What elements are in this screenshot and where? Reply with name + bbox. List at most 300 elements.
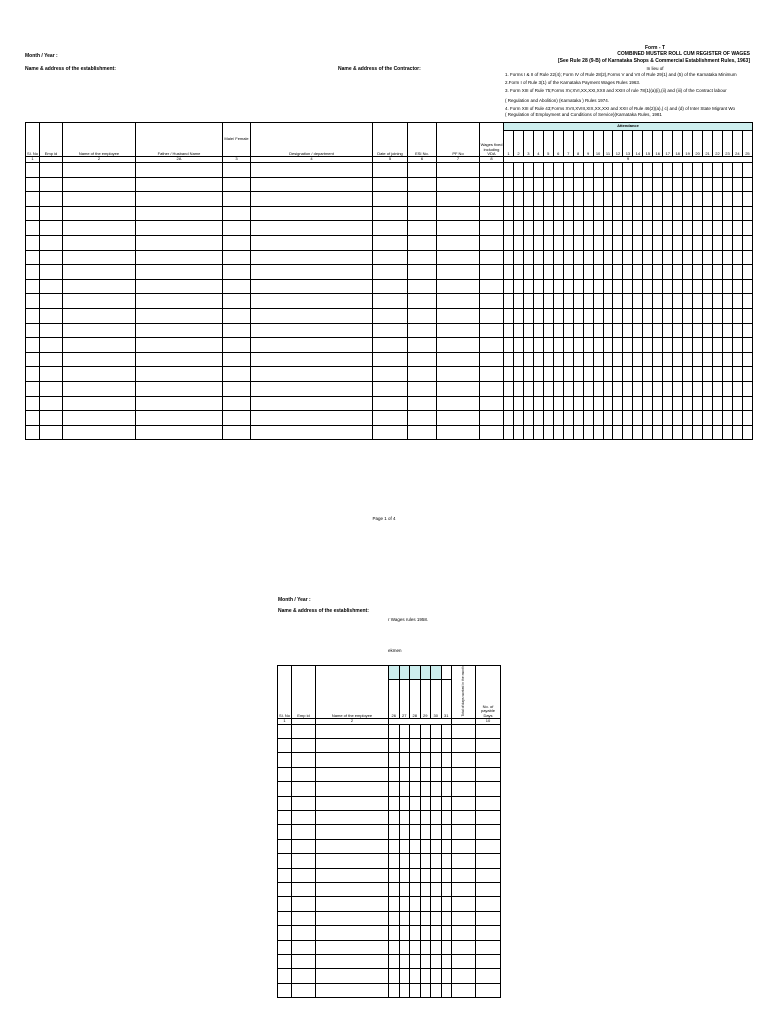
- table-cell[interactable]: [476, 954, 501, 968]
- table-cell[interactable]: [713, 294, 723, 309]
- table-cell[interactable]: [452, 926, 476, 940]
- table-cell[interactable]: [420, 839, 431, 853]
- table-cell[interactable]: [63, 250, 136, 265]
- table-cell[interactable]: [278, 926, 292, 940]
- table-cell[interactable]: [693, 265, 703, 280]
- table-cell[interactable]: [316, 839, 389, 853]
- table-cell[interactable]: [476, 868, 501, 882]
- table-cell[interactable]: [476, 724, 501, 738]
- table-cell[interactable]: [573, 265, 583, 280]
- table-cell[interactable]: [452, 983, 476, 997]
- table-cell[interactable]: [389, 883, 400, 897]
- table-cell[interactable]: [703, 163, 713, 178]
- table-cell[interactable]: [441, 753, 452, 767]
- table-cell[interactable]: [251, 221, 373, 236]
- table-cell[interactable]: [573, 338, 583, 353]
- table-cell[interactable]: [431, 811, 442, 825]
- table-cell[interactable]: [373, 308, 408, 323]
- table-cell[interactable]: [373, 265, 408, 280]
- table-cell[interactable]: [732, 425, 742, 440]
- table-cell[interactable]: [583, 192, 593, 207]
- table-cell[interactable]: [543, 411, 553, 426]
- table-cell[interactable]: [26, 294, 40, 309]
- table-cell[interactable]: [373, 235, 408, 250]
- table-cell[interactable]: [420, 926, 431, 940]
- table-cell[interactable]: [40, 367, 63, 382]
- table-cell[interactable]: [223, 279, 251, 294]
- table-cell[interactable]: [437, 221, 480, 236]
- table-cell[interactable]: [513, 367, 523, 382]
- table-cell[interactable]: [441, 825, 452, 839]
- table-cell[interactable]: [643, 163, 653, 178]
- table-cell[interactable]: [613, 279, 623, 294]
- table-cell[interactable]: [63, 206, 136, 221]
- table-cell[interactable]: [583, 308, 593, 323]
- table-cell[interactable]: [504, 396, 514, 411]
- table-cell[interactable]: [653, 279, 663, 294]
- table-cell[interactable]: [476, 739, 501, 753]
- table-cell[interactable]: [292, 724, 316, 738]
- table-cell[interactable]: [278, 940, 292, 954]
- table-cell[interactable]: [431, 883, 442, 897]
- table-cell[interactable]: [732, 192, 742, 207]
- table-cell[interactable]: [410, 796, 421, 810]
- table-cell[interactable]: [292, 926, 316, 940]
- table-cell[interactable]: [722, 221, 732, 236]
- table-cell[interactable]: [431, 969, 442, 983]
- table-cell[interactable]: [292, 911, 316, 925]
- table-cell[interactable]: [673, 294, 683, 309]
- table-cell[interactable]: [373, 411, 408, 426]
- table-cell[interactable]: [504, 425, 514, 440]
- table-cell[interactable]: [663, 396, 673, 411]
- table-cell[interactable]: [278, 969, 292, 983]
- table-cell[interactable]: [603, 425, 613, 440]
- table-cell[interactable]: [623, 425, 633, 440]
- table-cell[interactable]: [40, 192, 63, 207]
- table-cell[interactable]: [399, 911, 410, 925]
- table-cell[interactable]: [408, 279, 437, 294]
- table-cell[interactable]: [703, 250, 713, 265]
- table-cell[interactable]: [437, 338, 480, 353]
- table-cell[interactable]: [316, 897, 389, 911]
- table-cell[interactable]: [663, 323, 673, 338]
- table-cell[interactable]: [373, 367, 408, 382]
- table-cell[interactable]: [389, 767, 400, 781]
- table-cell[interactable]: [441, 839, 452, 853]
- table-cell[interactable]: [703, 338, 713, 353]
- table-cell[interactable]: [441, 767, 452, 781]
- table-cell[interactable]: [613, 163, 623, 178]
- table-cell[interactable]: [583, 206, 593, 221]
- table-cell[interactable]: [553, 177, 563, 192]
- table-cell[interactable]: [593, 192, 603, 207]
- table-cell[interactable]: [623, 265, 633, 280]
- table-cell[interactable]: [653, 250, 663, 265]
- table-cell[interactable]: [316, 767, 389, 781]
- table-cell[interactable]: [136, 250, 223, 265]
- table-cell[interactable]: [732, 163, 742, 178]
- table-cell[interactable]: [713, 308, 723, 323]
- table-cell[interactable]: [504, 308, 514, 323]
- table-cell[interactable]: [683, 163, 693, 178]
- table-cell[interactable]: [480, 308, 504, 323]
- table-cell[interactable]: [431, 897, 442, 911]
- table-cell[interactable]: [452, 739, 476, 753]
- table-cell[interactable]: [40, 352, 63, 367]
- table-cell[interactable]: [543, 425, 553, 440]
- table-cell[interactable]: [623, 396, 633, 411]
- table-cell[interactable]: [543, 235, 553, 250]
- table-cell[interactable]: [278, 983, 292, 997]
- table-cell[interactable]: [553, 396, 563, 411]
- table-cell[interactable]: [643, 192, 653, 207]
- table-cell[interactable]: [663, 352, 673, 367]
- table-cell[interactable]: [573, 192, 583, 207]
- table-cell[interactable]: [292, 782, 316, 796]
- table-cell[interactable]: [441, 940, 452, 954]
- table-cell[interactable]: [373, 381, 408, 396]
- table-cell[interactable]: [408, 367, 437, 382]
- table-cell[interactable]: [40, 163, 63, 178]
- table-cell[interactable]: [389, 954, 400, 968]
- table-cell[interactable]: [703, 381, 713, 396]
- table-cell[interactable]: [643, 235, 653, 250]
- table-cell[interactable]: [410, 825, 421, 839]
- table-cell[interactable]: [251, 411, 373, 426]
- table-cell[interactable]: [476, 969, 501, 983]
- table-cell[interactable]: [553, 192, 563, 207]
- table-cell[interactable]: [693, 250, 703, 265]
- table-cell[interactable]: [26, 192, 40, 207]
- table-cell[interactable]: [633, 221, 643, 236]
- table-cell[interactable]: [452, 724, 476, 738]
- table-cell[interactable]: [223, 221, 251, 236]
- table-cell[interactable]: [633, 396, 643, 411]
- table-cell[interactable]: [573, 221, 583, 236]
- table-cell[interactable]: [278, 782, 292, 796]
- table-cell[interactable]: [583, 367, 593, 382]
- table-cell[interactable]: [40, 396, 63, 411]
- table-cell[interactable]: [543, 206, 553, 221]
- table-cell[interactable]: [693, 381, 703, 396]
- table-cell[interactable]: [136, 323, 223, 338]
- table-cell[interactable]: [26, 177, 40, 192]
- table-cell[interactable]: [408, 294, 437, 309]
- table-cell[interactable]: [742, 367, 752, 382]
- table-cell[interactable]: [26, 279, 40, 294]
- table-cell[interactable]: [563, 265, 573, 280]
- table-cell[interactable]: [533, 265, 543, 280]
- table-cell[interactable]: [623, 177, 633, 192]
- table-cell[interactable]: [693, 367, 703, 382]
- table-cell[interactable]: [663, 425, 673, 440]
- table-cell[interactable]: [389, 940, 400, 954]
- table-cell[interactable]: [452, 839, 476, 853]
- table-cell[interactable]: [504, 279, 514, 294]
- table-cell[interactable]: [533, 163, 543, 178]
- table-cell[interactable]: [389, 839, 400, 853]
- table-cell[interactable]: [523, 221, 533, 236]
- table-cell[interactable]: [420, 825, 431, 839]
- table-cell[interactable]: [583, 177, 593, 192]
- table-cell[interactable]: [136, 294, 223, 309]
- table-cell[interactable]: [633, 338, 643, 353]
- table-cell[interactable]: [292, 868, 316, 882]
- table-cell[interactable]: [643, 396, 653, 411]
- table-cell[interactable]: [613, 338, 623, 353]
- table-cell[interactable]: [573, 250, 583, 265]
- table-cell[interactable]: [223, 192, 251, 207]
- table-cell[interactable]: [742, 323, 752, 338]
- table-cell[interactable]: [533, 250, 543, 265]
- table-cell[interactable]: [673, 425, 683, 440]
- table-cell[interactable]: [223, 411, 251, 426]
- table-cell[interactable]: [703, 265, 713, 280]
- table-cell[interactable]: [40, 323, 63, 338]
- table-cell[interactable]: [408, 338, 437, 353]
- table-cell[interactable]: [389, 969, 400, 983]
- table-cell[interactable]: [663, 206, 673, 221]
- table-cell[interactable]: [623, 163, 633, 178]
- table-cell[interactable]: [633, 425, 643, 440]
- table-cell[interactable]: [613, 206, 623, 221]
- table-cell[interactable]: [408, 411, 437, 426]
- table-cell[interactable]: [251, 323, 373, 338]
- table-cell[interactable]: [441, 739, 452, 753]
- table-cell[interactable]: [742, 235, 752, 250]
- table-cell[interactable]: [373, 338, 408, 353]
- table-cell[interactable]: [437, 235, 480, 250]
- table-cell[interactable]: [316, 954, 389, 968]
- table-cell[interactable]: [40, 381, 63, 396]
- table-cell[interactable]: [410, 811, 421, 825]
- table-cell[interactable]: [452, 954, 476, 968]
- table-cell[interactable]: [663, 381, 673, 396]
- table-cell[interactable]: [643, 250, 653, 265]
- table-cell[interactable]: [476, 782, 501, 796]
- table-cell[interactable]: [713, 396, 723, 411]
- table-cell[interactable]: [63, 177, 136, 192]
- table-cell[interactable]: [292, 825, 316, 839]
- table-cell[interactable]: [480, 381, 504, 396]
- table-cell[interactable]: [251, 367, 373, 382]
- table-cell[interactable]: [742, 381, 752, 396]
- table-cell[interactable]: [441, 868, 452, 882]
- table-cell[interactable]: [613, 265, 623, 280]
- table-cell[interactable]: [623, 323, 633, 338]
- table-cell[interactable]: [553, 163, 563, 178]
- table-cell[interactable]: [452, 897, 476, 911]
- table-cell[interactable]: [316, 854, 389, 868]
- table-cell[interactable]: [410, 782, 421, 796]
- table-cell[interactable]: [613, 323, 623, 338]
- table-cell[interactable]: [40, 279, 63, 294]
- table-cell[interactable]: [136, 367, 223, 382]
- table-cell[interactable]: [623, 235, 633, 250]
- table-cell[interactable]: [563, 411, 573, 426]
- table-cell[interactable]: [523, 294, 533, 309]
- table-cell[interactable]: [553, 308, 563, 323]
- table-cell[interactable]: [603, 411, 613, 426]
- table-cell[interactable]: [40, 206, 63, 221]
- table-cell[interactable]: [523, 177, 533, 192]
- table-cell[interactable]: [673, 323, 683, 338]
- table-cell[interactable]: [603, 250, 613, 265]
- table-cell[interactable]: [553, 411, 563, 426]
- table-cell[interactable]: [316, 739, 389, 753]
- table-cell[interactable]: [513, 279, 523, 294]
- table-cell[interactable]: [553, 425, 563, 440]
- table-cell[interactable]: [504, 323, 514, 338]
- table-cell[interactable]: [523, 396, 533, 411]
- table-cell[interactable]: [623, 411, 633, 426]
- table-cell[interactable]: [573, 279, 583, 294]
- table-cell[interactable]: [63, 338, 136, 353]
- table-cell[interactable]: [563, 221, 573, 236]
- table-cell[interactable]: [732, 206, 742, 221]
- table-cell[interactable]: [663, 265, 673, 280]
- table-cell[interactable]: [420, 983, 431, 997]
- table-cell[interactable]: [136, 352, 223, 367]
- table-cell[interactable]: [693, 425, 703, 440]
- table-cell[interactable]: [742, 163, 752, 178]
- table-cell[interactable]: [663, 367, 673, 382]
- table-cell[interactable]: [603, 381, 613, 396]
- table-cell[interactable]: [251, 338, 373, 353]
- table-cell[interactable]: [63, 352, 136, 367]
- table-cell[interactable]: [553, 221, 563, 236]
- table-cell[interactable]: [513, 192, 523, 207]
- table-cell[interactable]: [480, 250, 504, 265]
- table-cell[interactable]: [603, 192, 613, 207]
- table-cell[interactable]: [431, 839, 442, 853]
- table-cell[interactable]: [653, 235, 663, 250]
- table-cell[interactable]: [399, 753, 410, 767]
- table-cell[interactable]: [373, 177, 408, 192]
- table-cell[interactable]: [742, 265, 752, 280]
- table-cell[interactable]: [437, 381, 480, 396]
- table-cell[interactable]: [683, 352, 693, 367]
- table-cell[interactable]: [703, 425, 713, 440]
- table-cell[interactable]: [663, 177, 673, 192]
- table-cell[interactable]: [643, 265, 653, 280]
- table-cell[interactable]: [420, 940, 431, 954]
- table-cell[interactable]: [410, 926, 421, 940]
- table-cell[interactable]: [316, 796, 389, 810]
- table-cell[interactable]: [441, 724, 452, 738]
- table-cell[interactable]: [742, 177, 752, 192]
- table-cell[interactable]: [633, 265, 643, 280]
- table-cell[interactable]: [543, 265, 553, 280]
- table-cell[interactable]: [437, 425, 480, 440]
- table-cell[interactable]: [399, 782, 410, 796]
- table-cell[interactable]: [693, 294, 703, 309]
- table-cell[interactable]: [26, 250, 40, 265]
- table-cell[interactable]: [563, 279, 573, 294]
- table-cell[interactable]: [713, 425, 723, 440]
- table-cell[interactable]: [437, 279, 480, 294]
- table-cell[interactable]: [633, 381, 643, 396]
- table-cell[interactable]: [623, 250, 633, 265]
- table-cell[interactable]: [563, 294, 573, 309]
- table-cell[interactable]: [683, 323, 693, 338]
- table-cell[interactable]: [410, 767, 421, 781]
- table-cell[interactable]: [452, 753, 476, 767]
- table-cell[interactable]: [420, 969, 431, 983]
- table-cell[interactable]: [408, 308, 437, 323]
- table-cell[interactable]: [292, 969, 316, 983]
- table-cell[interactable]: [543, 250, 553, 265]
- table-cell[interactable]: [593, 235, 603, 250]
- table-cell[interactable]: [613, 308, 623, 323]
- table-cell[interactable]: [533, 367, 543, 382]
- table-cell[interactable]: [523, 265, 533, 280]
- table-cell[interactable]: [603, 308, 613, 323]
- table-cell[interactable]: [623, 381, 633, 396]
- table-cell[interactable]: [722, 338, 732, 353]
- table-cell[interactable]: [593, 367, 603, 382]
- table-cell[interactable]: [583, 411, 593, 426]
- table-cell[interactable]: [40, 250, 63, 265]
- table-cell[interactable]: [693, 396, 703, 411]
- table-cell[interactable]: [613, 367, 623, 382]
- table-cell[interactable]: [420, 868, 431, 882]
- table-cell[interactable]: [742, 279, 752, 294]
- table-cell[interactable]: [603, 323, 613, 338]
- table-cell[interactable]: [703, 352, 713, 367]
- table-cell[interactable]: [563, 250, 573, 265]
- table-cell[interactable]: [713, 381, 723, 396]
- table-cell[interactable]: [683, 250, 693, 265]
- table-cell[interactable]: [653, 381, 663, 396]
- table-cell[interactable]: [673, 265, 683, 280]
- table-cell[interactable]: [593, 308, 603, 323]
- table-cell[interactable]: [703, 235, 713, 250]
- table-cell[interactable]: [26, 396, 40, 411]
- table-cell[interactable]: [523, 235, 533, 250]
- table-cell[interactable]: [431, 868, 442, 882]
- table-cell[interactable]: [633, 235, 643, 250]
- table-cell[interactable]: [26, 381, 40, 396]
- table-cell[interactable]: [223, 323, 251, 338]
- table-cell[interactable]: [523, 425, 533, 440]
- table-cell[interactable]: [513, 352, 523, 367]
- table-cell[interactable]: [441, 796, 452, 810]
- table-cell[interactable]: [292, 854, 316, 868]
- table-cell[interactable]: [223, 294, 251, 309]
- table-cell[interactable]: [603, 177, 613, 192]
- table-cell[interactable]: [476, 854, 501, 868]
- table-cell[interactable]: [278, 739, 292, 753]
- table-cell[interactable]: [633, 163, 643, 178]
- table-cell[interactable]: [399, 825, 410, 839]
- table-cell[interactable]: [223, 250, 251, 265]
- table-cell[interactable]: [553, 265, 563, 280]
- table-cell[interactable]: [713, 235, 723, 250]
- table-cell[interactable]: [476, 825, 501, 839]
- table-cell[interactable]: [643, 323, 653, 338]
- table-cell[interactable]: [543, 221, 553, 236]
- table-cell[interactable]: [399, 940, 410, 954]
- table-cell[interactable]: [593, 323, 603, 338]
- table-cell[interactable]: [573, 294, 583, 309]
- table-cell[interactable]: [613, 221, 623, 236]
- table-cell[interactable]: [722, 352, 732, 367]
- table-cell[interactable]: [683, 308, 693, 323]
- table-cell[interactable]: [278, 868, 292, 882]
- table-cell[interactable]: [623, 279, 633, 294]
